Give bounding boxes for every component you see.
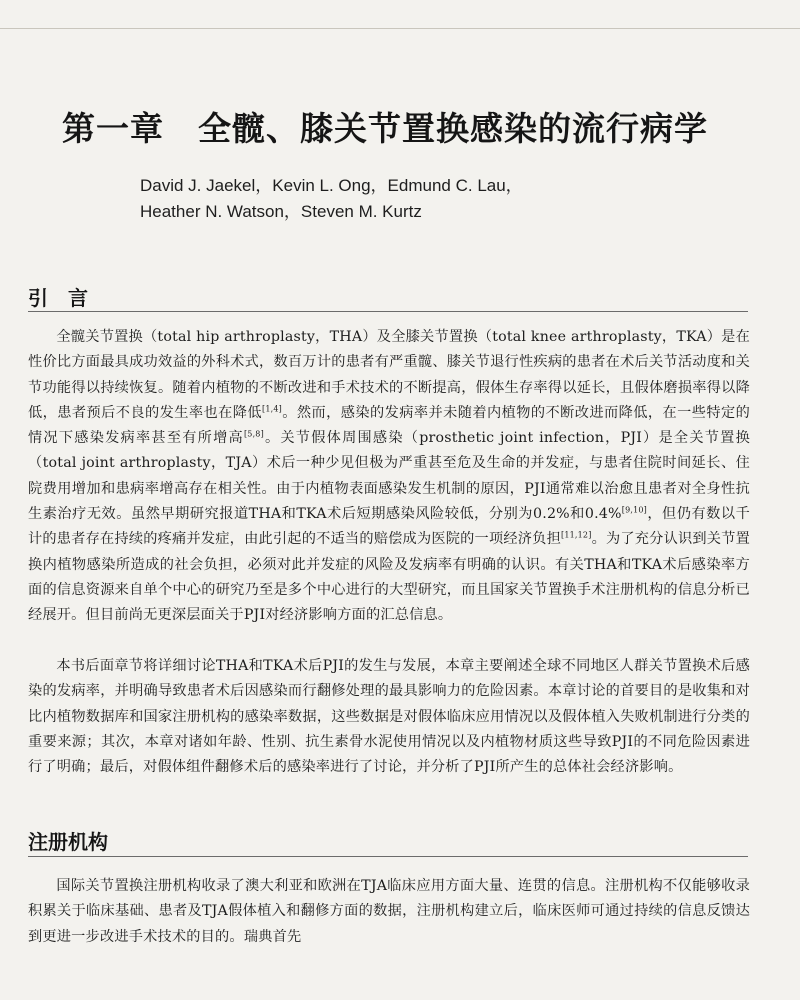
citation-ref: [11,12] xyxy=(561,530,592,540)
section-heading-intro: 引 言 xyxy=(28,286,88,310)
registry-paragraph-1: 国际关节置换注册机构收录了澳大利亚和欧洲在TJA临床应用方面大量、连贯的信息。注册机构不仅能够收录积累关于临床基础、患者及TJA假体植入和翻修方面的数据，注册机构建立后，临床医师可通过持续的信息反馈达到更进一步改进手术技术的目的。瑞典首先 xyxy=(28,878,750,945)
text-run: 。然而，感染的发病率并未随着内植物的不断改进而降低，在一些特定的情况下感染发病率甚至有所增高 xyxy=(28,404,751,447)
text-run: 全髋关节置换（total hip arthroplasty，THA）及全膝关节置换（total knee arthroplasty，TKA）是在性价比方面最具成功效益的外科术式，数百万计的患者有严重髋、膝关节退行性疾病的患者在术后关节活动度和关节功能得以持续恢复。随着内植物的不断改进和手术技术的不断提高，假体生存率得以延长，且假体磨损率得以降低，患者预后不良的发生率也在降低 xyxy=(28,329,750,421)
intro-paragraph-2: 本书后面章节将详细讨论THA和TKA术后PJI的发生与发展，本章主要阐述全球不同地区人群关节置换术后感染的发病率，并明确导致患者术后因感染而行翻修处理的最具影响力的危险因素。本章讨论的首要目的是收集和对比内植物数据库和国家注册机构的感染率数据，这些数据是对假体临床应用情况以及假体植入失败机制进行分类的重要来源；其次，本章对诸如年龄、性别、抗生素骨水泥使用情况以及内植物材质这些导致PJI的不同危险因素进行了明确；最后，对假体组件翻修术后的感染率进行了讨论，并分析了PJI所产生的总体社会经济影响。 xyxy=(28,658,750,776)
citation-ref: [5,8] xyxy=(243,429,264,439)
section-rule-intro xyxy=(28,311,748,312)
section-heading-registry: 注册机构 xyxy=(28,830,108,854)
chapter-title: 第一章 全髋、膝关节置换感染的流行病学 xyxy=(62,109,708,148)
authors-line-2: Heather N. Watson，Steven M. Kurtz xyxy=(140,202,422,221)
text-run: ，但仍有数以千计的患者存在持续的疼痛并发症，由此引起的不适当的赔偿成为医院的一项经济负担 xyxy=(28,506,750,548)
author-list xyxy=(140,173,700,225)
intro-paragraph-1 xyxy=(28,325,750,629)
text-run: 。为了充分认识到关节置换内植物感染所造成的社会负担，必须对此并发症的风险及发病率有明确的认识。有关THA和TKA术后感染率方面的信息资源来自单个中心的研究乃至是多个中心进行的大型研究，而且国家关节置换手术注册机构的信息分析已经展开。但目前尚无更深层面关于PJI对经济影响方面的汇总信息。 xyxy=(28,531,751,624)
bleed-through-text xyxy=(28,75,776,93)
text-run: 。关节假体周围感染（prosthetic joint infection，PJI）是全关节置换（total joint arthroplasty，TJA）术后一种少见但极为严重甚至危及生命的并发症，与患者住院时间延长、住院费用增加和患病率增高存在相关性。由于内植物表面感染发生机制的原因，PJI通常难以治愈且患者对全身性抗生素治疗无效。虽然早期研究报道THA和TKA术后短期感染风险较低，分别为0.2%和0.4% xyxy=(28,430,750,523)
header-rule xyxy=(0,28,800,29)
citation-ref: [9,10] xyxy=(621,505,648,515)
section-rule-registry xyxy=(28,856,748,857)
citation-ref: [1,4] xyxy=(262,404,282,414)
authors-line-1: David J. Jaekel，Kevin L. Ong，Edmund C. Lau， xyxy=(140,176,523,195)
